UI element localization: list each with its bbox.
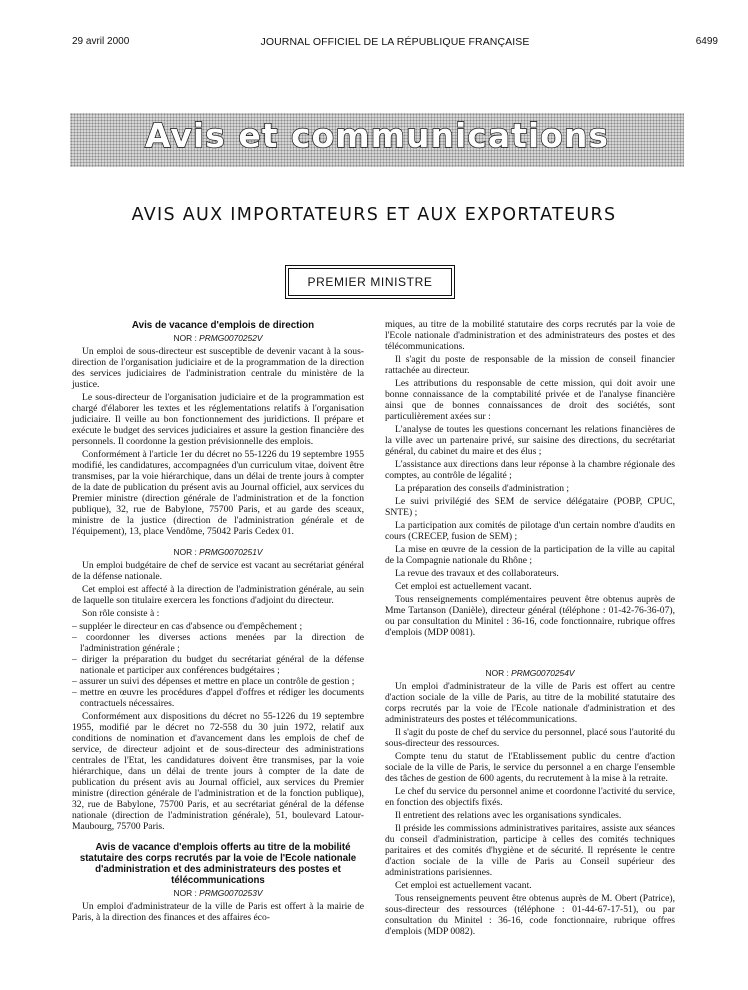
paragraph: Il s'agit du poste de chef du service du personnel, placé sous l'autorité du sous-directeur des ressources. bbox=[385, 727, 675, 749]
nor-code: PRMG0070251V bbox=[199, 547, 263, 557]
paragraph: Les attributions du responsable de cette mission, qui doit avoir une bonne connaissance de la comptabilité privée et de l'analyse financière ainsi que de bonnes connaissances de droit des sociétés, sont particulièrement axées sur : bbox=[385, 378, 675, 422]
paragraph: Le chef du service du personnel anime et coordonne l'activité du service, en fonction des objectifs fixés. bbox=[385, 786, 675, 808]
paragraph: Son rôle consiste à : bbox=[82, 608, 160, 619]
nor-prefix: NOR : bbox=[485, 668, 509, 678]
nor-reference bbox=[72, 547, 364, 558]
nor-code: PRMG0070254V bbox=[511, 668, 575, 678]
article-title: Avis de vacance d'emplois de direction bbox=[131, 320, 315, 331]
nor-reference bbox=[72, 888, 364, 899]
paragraph: Il préside les commissions administratives paritaires, assiste aux séances du conseil d'administration, participe à celles des comités techniques paritaires et des comités d'hygiène et de sécurité. Il représente le centre d'action sociale de la ville de Paris au Conseil supérieur des administrations parisiennes. bbox=[385, 823, 675, 878]
paragraph: La revue des travaux et des collaborateurs. bbox=[395, 568, 559, 579]
issue-date: 29 avril 2000 bbox=[72, 36, 130, 47]
avis-banner bbox=[70, 113, 684, 167]
ministry-box bbox=[288, 268, 452, 296]
nor-reference bbox=[385, 668, 675, 679]
nor-prefix: NOR : bbox=[173, 333, 197, 343]
paragraph: La participation aux comités de pilotage d'un certain nombre d'audits en cours (CRECEP, fusion de SEM) ; bbox=[385, 520, 675, 542]
paragraph: Un emploi d'administrateur de la ville de Paris est offert à la mairie de Paris, à la direction des finances et des affaires éco- bbox=[72, 901, 364, 923]
paragraph: Compte tenu du statut de l'Etablissement public du centre d'action sociale de la ville de Paris, le service du personnel a en charge l'ensemble des tâches de gestion de 600 agents, du recrutement à la mise à la retraite. bbox=[385, 751, 675, 784]
page-number: 6499 bbox=[695, 36, 718, 47]
paragraph: Conformément aux dispositions du décret no 55-1226 du 19 septembre 1955, modifié par le décret no 72-558 du 30 juin 1972, relatif aux conditions de nomination et d'avancement dans les emplois de chef de service, de directeur adjoint et de sous-directeur des administrations centrales de l'Etat, les candidatures doivent être transmises, par la voie hiérarchique, dans un délai de trente jours à compter de la date de publication du présent avis au Journal officiel, aux services du Premier ministre (direction générale de l'administration et de la fonction publique), 32, rue de Babylone, 75700 Paris, et au secrétariat général de la défense nationale (direction de l'administration générale), 51, boulevard Latour-Maubourg, 75700 Paris. bbox=[72, 711, 364, 832]
paragraph: Il entretient des relations avec les organisations syndicales. bbox=[395, 810, 622, 821]
ministry-label: PREMIER MINISTRE bbox=[307, 275, 433, 289]
running-header bbox=[72, 36, 718, 50]
paragraph: Tous renseignements complémentaires peuvent être obtenus auprès de Mme Tartanson (Danièle), directeur général (téléphone : 01-42-76-36-07), ou par consultation du Minitel : 36-16, code fonctionnaire, rubrique offres d'emplois (MDP 0081). bbox=[385, 594, 675, 638]
nor-code: PRMG0070252V bbox=[199, 333, 263, 343]
nor-code: PRMG0070253V bbox=[199, 888, 263, 898]
paragraph: Le suivi privilégié des SEM de service délégataire (POBP, CPUC, SNTE) ; bbox=[385, 496, 675, 518]
paragraph: Il s'agit du poste de responsable de la mission de conseil financier rattachée au directeur. bbox=[385, 354, 675, 376]
right-column bbox=[385, 319, 675, 939]
paragraph: La préparation des conseils d'administration ; bbox=[395, 483, 570, 494]
paragraph: L'analyse de toutes les questions concernant les relations financières de la ville avec un partenaire privé, sur saisine des directions, du secrétariat général, du cabinet du maire et des élus ; bbox=[385, 424, 675, 457]
list-item: – diriger la préparation du budget du secrétariat général de la défense nationale et participer aux conférences budgétaires ; bbox=[72, 654, 364, 676]
section-heading: AVIS AUX IMPORTATEURS ET AUX EXPORTATEURS bbox=[131, 205, 617, 225]
paragraph: Conformément à l'article 1er du décret no 55-1226 du 19 septembre 1955 modifié, les candidatures, accompagnées d'un curriculum vitae, doivent être transmises, par la voie hiérarchique, dans un délai de trente jours à compter de la date de publication du présent avis au Journal officiel, aux services du Premier ministre (direction générale de l'administration et de la fonction publique), 32, rue de Babylone, 75700 Paris, et au garde des sceaux, ministre de la justice (direction de l'administration générale et de l'équipement), 13, place Vendôme, 75042 Paris Cedex 01. bbox=[72, 449, 364, 537]
nor-prefix: NOR : bbox=[173, 888, 197, 898]
paragraph: Un emploi budgétaire de chef de service est vacant au secrétariat général de la défense nationale. bbox=[72, 560, 364, 582]
paragraph: La mise en œuvre de la cession de la participation de la ville au capital de la Compagnie nationale du Rhône ; bbox=[385, 544, 675, 566]
paragraph: Le sous-directeur de l'organisation judiciaire et de la programmation est chargé d'élaborer les textes et les réglementations relatifs à l'organisation judiciaire. Il veille au bon fonctionnement des juridictions. Il prépare et exécute le budget des services judiciaires et assure la gestion financière des personnels. Il coordonne la gestion prévisionnelle des emplois. bbox=[72, 392, 364, 447]
paragraph: Cet emploi est actuellement vacant. bbox=[395, 880, 532, 891]
paragraph: Cet emploi est actuellement vacant. bbox=[395, 581, 532, 592]
banner-title: Avis et communications bbox=[145, 116, 609, 155]
nor-reference bbox=[72, 333, 364, 344]
list-item: – coordonner les diverses actions menées par la direction de l'administration générale ; bbox=[72, 632, 364, 654]
duties-list bbox=[72, 621, 364, 709]
nor-prefix: NOR : bbox=[173, 547, 197, 557]
paragraph: Tous renseignements peuvent être obtenus auprès de M. Obert (Patrice), sous-directeur des ressources (téléphone : 01-44-67-17-51), ou par consultation du Minitel : 36-16, code fonctionnaire, rubrique offres d'emplois (MDP 0082). bbox=[385, 893, 675, 937]
paragraph: L'assistance aux directions dans leur réponse à la chambre régionale des comptes, au contrôle de légalité ; bbox=[385, 459, 675, 481]
paragraph: Un emploi de sous-directeur est susceptible de devenir vacant à la sous-direction de l'organisation judiciaire et de la programmation de la direction des services judiciaires de l'administration centrale du ministère de la justice. bbox=[72, 346, 364, 390]
article-title: Avis de vacance d'emplois offerts au titre de la mobilité statutaire des corps recrutés par la voie de l'Ecole nationale d'administration et des administrateurs des postes et télécommunications bbox=[79, 842, 357, 886]
paragraph: Cet emploi est affecté à la direction de l'administration générale, au sein de laquelle son titulaire exercera les fonctions d'adjoint du directeur. bbox=[72, 584, 364, 606]
list-item: – assurer un suivi des dépenses et mettre en place un contrôle de gestion ; bbox=[72, 676, 355, 687]
journal-title: JOURNAL OFFICIEL DE LA RÉPUBLIQUE FRANÇAISE bbox=[260, 36, 530, 48]
list-item: – mettre en œuvre les procédures d'appel d'offres et rédiger les documents contractuels nécessaires. bbox=[72, 687, 364, 709]
left-column bbox=[72, 320, 364, 925]
list-item: – suppléer le directeur en cas d'absence ou d'empêchement ; bbox=[72, 621, 303, 632]
paragraph: Un emploi d'administrateur de la ville de Paris est offert au centre d'action sociale de la ville de Paris, au titre de la mobilité statutaire des corps recrutés par la voie de l'Ecole nationale d'administration et des administrateurs des postes et télécommunications. bbox=[385, 681, 675, 725]
paragraph: miques, au titre de la mobilité statutaire des corps recrutés par la voie de l'Ecole nationale d'administration et des administrateurs des postes et des télécommunications. bbox=[385, 319, 675, 352]
